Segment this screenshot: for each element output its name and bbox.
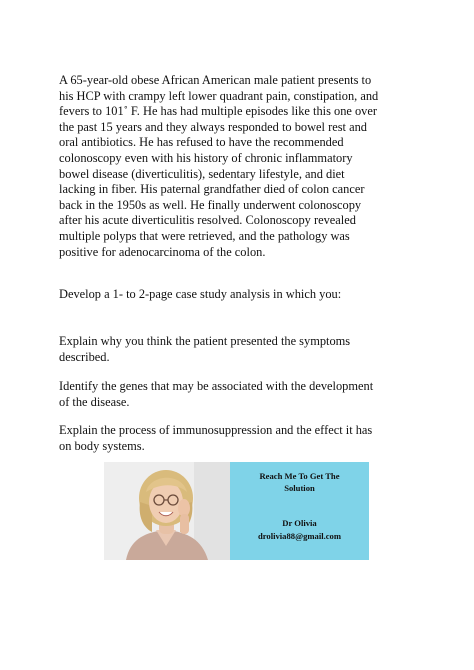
- contact-banner: [104, 462, 369, 560]
- contact-name: Dr Olivia: [282, 518, 317, 528]
- case-paragraph: A 65-year-old obese African American male patient presents to his HCP with crampy left lower quadrant pain, constipation, and fevers to 101˚ F. He has had multiple episodes like this one over the past 15 years and they always responded to bowel rest and oral antibiotics. He has refused to have the recommended colonoscopy even with his history of chronic inflammatory bowel disease (diverticulitis), sedentary lifestyle, and diet lacking in fiber. His paternal grandfather died of colon cancer back in the 1950s as well. He finally underwent colonoscopy after his acute diverticulitis resolved. Colonoscopy revealed multiple polyps that were retrieved, and the pathology was positive for adenocarcinoma of the colon.: [59, 73, 379, 259]
- task-item-genes: Identify the genes that may be associated with the development of the disease.: [59, 379, 374, 409]
- contact-cta: Reach Me To Get The Solution: [259, 471, 340, 493]
- task-intro: Develop a 1- to 2-page case study analysis in which you:: [59, 287, 342, 301]
- contact-info-box: [230, 462, 369, 560]
- woman-portrait-icon: [104, 462, 230, 560]
- task-item-immunosuppression: Explain the process of immunosuppression and the effect it has on body systems.: [59, 423, 373, 453]
- contact-email[interactable]: drolivia88@gmail.com: [257, 531, 342, 541]
- task-item-symptoms: Explain why you think the patient presented the symptoms described.: [59, 334, 351, 364]
